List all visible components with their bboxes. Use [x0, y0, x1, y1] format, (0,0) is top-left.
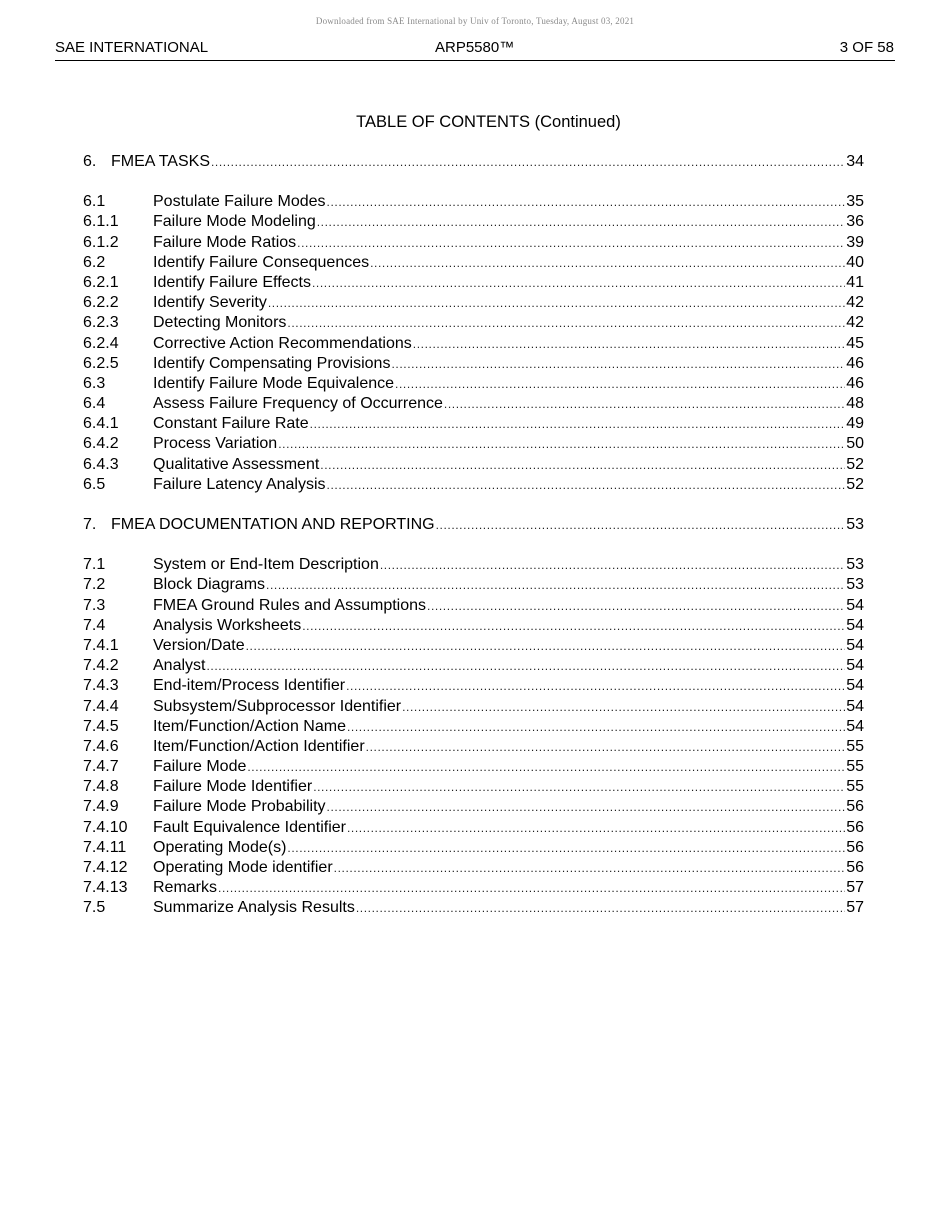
- toc-entry-page: 52: [846, 455, 864, 473]
- header-org: SAE INTERNATIONAL: [55, 39, 209, 56]
- toc-entry-title: Summarize Analysis Results: [153, 899, 355, 917]
- toc-entry-page: 54: [846, 677, 864, 695]
- toc-entry-title: Identify Failure Mode Equivalence: [153, 374, 395, 392]
- dot-leader: [436, 515, 846, 535]
- toc-entry-number: 6.2.1: [83, 273, 119, 291]
- toc-entry-number: 7.1: [83, 556, 106, 574]
- toc-entry[interactable]: [83, 575, 864, 595]
- toc-entry[interactable]: [83, 697, 864, 717]
- toc-entry[interactable]: [83, 374, 864, 394]
- toc-entry[interactable]: [83, 192, 864, 212]
- toc-entry-number: 7.4.9: [83, 798, 119, 816]
- toc-entry-title: Failure Mode Ratios: [153, 233, 297, 251]
- dot-leader: [356, 898, 845, 918]
- toc-entry-title: Identify Failure Effects: [153, 273, 311, 291]
- toc-entry[interactable]: [83, 636, 864, 656]
- page-header: [55, 38, 895, 61]
- toc-entry-page: 55: [846, 758, 864, 776]
- toc-entry-title: Analyst: [153, 657, 206, 675]
- toc-entry-page: 34: [846, 153, 864, 170]
- dot-leader: [310, 414, 846, 434]
- toc-entry-page: 40: [846, 253, 864, 271]
- dot-leader: [266, 575, 845, 595]
- toc-entry[interactable]: [83, 354, 864, 374]
- toc-entry-title: System or End-Item Description: [153, 556, 379, 574]
- toc-entry-number: 6.4.3: [83, 455, 119, 473]
- toc-title: TABLE OF CONTENTS (Continued): [356, 113, 621, 131]
- toc-entry[interactable]: [83, 455, 864, 475]
- toc-entry-page: 35: [846, 193, 864, 211]
- toc-entry-title: Identify Compensating Provisions: [153, 354, 391, 372]
- toc-entry-title: Block Diagrams: [153, 576, 266, 594]
- dot-leader: [327, 192, 846, 212]
- dot-leader: [297, 233, 845, 253]
- toc-entry-page: 46: [846, 354, 864, 372]
- toc-entry-title: Item/Function/Action Name: [153, 717, 346, 735]
- toc-entry-title: Item/Function/Action Identifier: [153, 737, 365, 755]
- toc-entry-title: Operating Mode identifier: [153, 859, 333, 876]
- toc-entry-title: Version/Date: [153, 636, 245, 654]
- toc-entry[interactable]: [83, 414, 864, 434]
- toc-entry-number: 6.1.2: [83, 233, 119, 251]
- toc-entry-title: Corrective Action Recommendations: [153, 334, 412, 352]
- toc-entry-page: 41: [846, 273, 864, 291]
- toc-entry[interactable]: [83, 233, 864, 253]
- dot-leader: [317, 212, 845, 232]
- toc-entry[interactable]: [83, 858, 864, 878]
- toc-entry-page: 52: [846, 475, 864, 493]
- dot-leader: [268, 293, 845, 313]
- toc-entry[interactable]: [83, 394, 864, 414]
- dot-leader: [370, 253, 845, 273]
- toc-entry[interactable]: [83, 838, 864, 858]
- header-page-number: 3 OF 58: [839, 39, 894, 56]
- dot-leader: [346, 676, 845, 696]
- dot-leader: [287, 838, 845, 858]
- toc-entry-page: 50: [846, 435, 864, 453]
- dot-leader: [327, 797, 846, 817]
- dot-leader: [402, 697, 845, 717]
- toc-entry[interactable]: [83, 253, 864, 273]
- toc-entry-number: 6.2.2: [83, 294, 119, 312]
- toc-entry-number: 6.4.2: [83, 435, 119, 453]
- toc-entry-number: 7.4.2: [83, 657, 119, 675]
- dot-leader: [391, 354, 845, 374]
- toc-entry-title: Fault Equivalence Identifier: [153, 818, 346, 836]
- toc-section-entry[interactable]: [83, 515, 864, 535]
- toc-entry-number: 6.2: [83, 253, 106, 271]
- toc-entry-page: 54: [846, 596, 864, 614]
- toc-section-entry[interactable]: [83, 152, 864, 172]
- toc-entry[interactable]: [83, 334, 864, 354]
- toc-entry-page: 57: [846, 899, 864, 917]
- toc-entry[interactable]: [83, 616, 864, 636]
- toc-entry[interactable]: [83, 212, 864, 232]
- toc-entry-number: 7.3: [83, 596, 106, 614]
- toc-entry-page: 42: [846, 294, 864, 312]
- toc-entry-title: Failure Mode Identifier: [153, 778, 313, 796]
- dot-leader: [312, 273, 845, 293]
- toc-entry-title: Identify Severity: [153, 294, 267, 312]
- dot-leader: [327, 475, 846, 495]
- dot-leader: [427, 596, 845, 616]
- toc-entry-title: Process Variation: [153, 435, 278, 453]
- dot-leader: [380, 555, 845, 575]
- toc-entry-page: 56: [846, 818, 864, 836]
- toc-entry-number: 7.4.8: [83, 778, 119, 796]
- dot-leader: [334, 858, 846, 878]
- toc-entry-page: 48: [846, 395, 864, 413]
- toc-entry-page: 57: [846, 879, 864, 897]
- toc-entry-page: 54: [846, 636, 864, 654]
- toc-entry-title: Failure Mode Probability: [153, 798, 326, 816]
- toc-entry-page: 53: [846, 556, 864, 574]
- toc-entry-page: 56: [846, 859, 864, 876]
- toc-entry[interactable]: [83, 555, 864, 575]
- toc-entry[interactable]: [83, 737, 864, 757]
- toc-entry[interactable]: [83, 818, 864, 838]
- toc-entry-title: Operating Mode(s): [153, 838, 287, 856]
- toc-entry-number: 6.4.1: [83, 415, 119, 433]
- toc-entry-page: 45: [846, 334, 864, 352]
- download-watermark: Downloaded from SAE International by Univ of Toronto, Tuesday, August 03, 2021: [315, 16, 635, 26]
- toc-entry-title: Detecting Monitors: [153, 314, 287, 332]
- toc-entry-number: 6.2.3: [83, 314, 119, 332]
- toc-entry-number: 7.4.1: [83, 636, 119, 654]
- toc-entry-page: 56: [846, 798, 864, 816]
- toc-entry-number: 7.4.10: [83, 818, 128, 836]
- toc-entry[interactable]: [83, 757, 864, 777]
- toc-entry-number: 7.5: [83, 899, 106, 917]
- toc-entry-number: 7.: [83, 516, 97, 533]
- toc-entry-page: 42: [846, 314, 864, 332]
- toc-entry-number: 6.5: [83, 475, 106, 493]
- toc-entry[interactable]: [83, 777, 864, 797]
- dot-leader: [366, 737, 846, 757]
- toc-entry-number: 7.4.3: [83, 677, 119, 695]
- toc-entry-title: Qualitative Assessment: [153, 455, 320, 473]
- toc-entry-number: 6.4: [83, 395, 106, 413]
- toc-entry-title: Constant Failure Rate: [153, 415, 309, 433]
- dot-leader: [413, 334, 845, 354]
- toc-entry-page: 54: [846, 717, 864, 735]
- toc-entry-number: 7.4.4: [83, 697, 119, 715]
- toc-entry-title: Assess Failure Frequency of Occurrence: [153, 395, 443, 413]
- toc-entry-page: 53: [846, 576, 864, 594]
- dot-leader: [206, 656, 845, 676]
- toc-entry-number: 6.3: [83, 374, 106, 392]
- dot-leader: [211, 152, 845, 172]
- toc-entry-number: 7.4.6: [83, 737, 119, 755]
- toc-entry-title: Failure Mode: [153, 758, 247, 776]
- toc-entry-page: 54: [846, 697, 864, 715]
- toc-entry-title: Identify Failure Consequences: [153, 253, 370, 271]
- toc-entry-number: 7.2: [83, 576, 106, 594]
- toc-entry-title: Analysis Worksheets: [153, 616, 302, 634]
- toc-entry-title: Remarks: [153, 879, 218, 897]
- toc-entry[interactable]: [83, 717, 864, 737]
- toc-entry[interactable]: [83, 797, 864, 817]
- dot-leader: [287, 313, 845, 333]
- toc-entry[interactable]: [83, 313, 864, 333]
- toc-entry[interactable]: [83, 878, 864, 898]
- dot-leader: [278, 434, 845, 454]
- toc-entry-number: 7.4.7: [83, 758, 119, 776]
- dot-leader: [347, 818, 845, 838]
- toc-entry[interactable]: [83, 273, 864, 293]
- toc-entry[interactable]: [83, 434, 864, 454]
- toc-entry-page: 54: [846, 616, 864, 634]
- toc-entry-title: Subsystem/Subprocessor Identifier: [153, 697, 402, 715]
- toc-entry-number: 7.4.13: [83, 879, 128, 897]
- toc-entry-title: FMEA DOCUMENTATION AND REPORTING: [111, 516, 435, 533]
- toc-entry[interactable]: [83, 293, 864, 313]
- toc-entry[interactable]: [83, 898, 864, 918]
- toc-entry-page: 36: [846, 213, 864, 231]
- toc-entry-number: 6.2.5: [83, 354, 119, 372]
- toc-entry[interactable]: [83, 596, 864, 616]
- dot-leader: [302, 616, 845, 636]
- toc-entry[interactable]: [83, 676, 864, 696]
- toc-entry-page: 55: [846, 737, 864, 755]
- toc-entry-title: End-item/Process Identifier: [153, 677, 346, 695]
- toc-entry-title: FMEA Ground Rules and Assumptions: [153, 596, 427, 614]
- toc-entry-page: 49: [846, 415, 864, 433]
- toc-entry-page: 39: [846, 233, 864, 251]
- dot-leader: [247, 757, 845, 777]
- header-doc-number: ARP5580™: [435, 39, 515, 56]
- toc-entry-page: 46: [846, 374, 864, 392]
- dot-leader: [320, 455, 845, 475]
- toc-entry-number: 7.4.5: [83, 717, 119, 735]
- dot-leader: [218, 878, 845, 898]
- toc-entry-title: Failure Mode Modeling: [153, 213, 316, 231]
- toc-entry[interactable]: [83, 475, 864, 495]
- toc-entry-number: 6.: [83, 153, 97, 170]
- toc-entry-number: 7.4.12: [83, 859, 128, 876]
- toc-entry-number: 6.1: [83, 193, 106, 211]
- dot-leader: [395, 374, 845, 394]
- dot-leader: [246, 636, 846, 656]
- toc-entry-title: Postulate Failure Modes: [153, 193, 326, 211]
- toc-entry-title: FMEA TASKS: [111, 153, 210, 170]
- toc-entry-page: 54: [846, 657, 864, 675]
- table-of-contents: [83, 152, 864, 919]
- dot-leader: [347, 717, 845, 737]
- toc-entry-page: 53: [846, 516, 864, 533]
- toc-entry-title: Failure Latency Analysis: [153, 475, 326, 493]
- toc-entry[interactable]: [83, 656, 864, 676]
- toc-entry-number: 7.4: [83, 616, 106, 634]
- toc-entry-number: 6.1.1: [83, 213, 119, 231]
- dot-leader: [444, 394, 845, 414]
- toc-entry-page: 56: [846, 838, 864, 856]
- toc-entry-page: 55: [846, 778, 864, 796]
- toc-entry-number: 6.2.4: [83, 334, 119, 352]
- dot-leader: [313, 777, 845, 797]
- toc-entry-number: 7.4.11: [83, 838, 127, 856]
